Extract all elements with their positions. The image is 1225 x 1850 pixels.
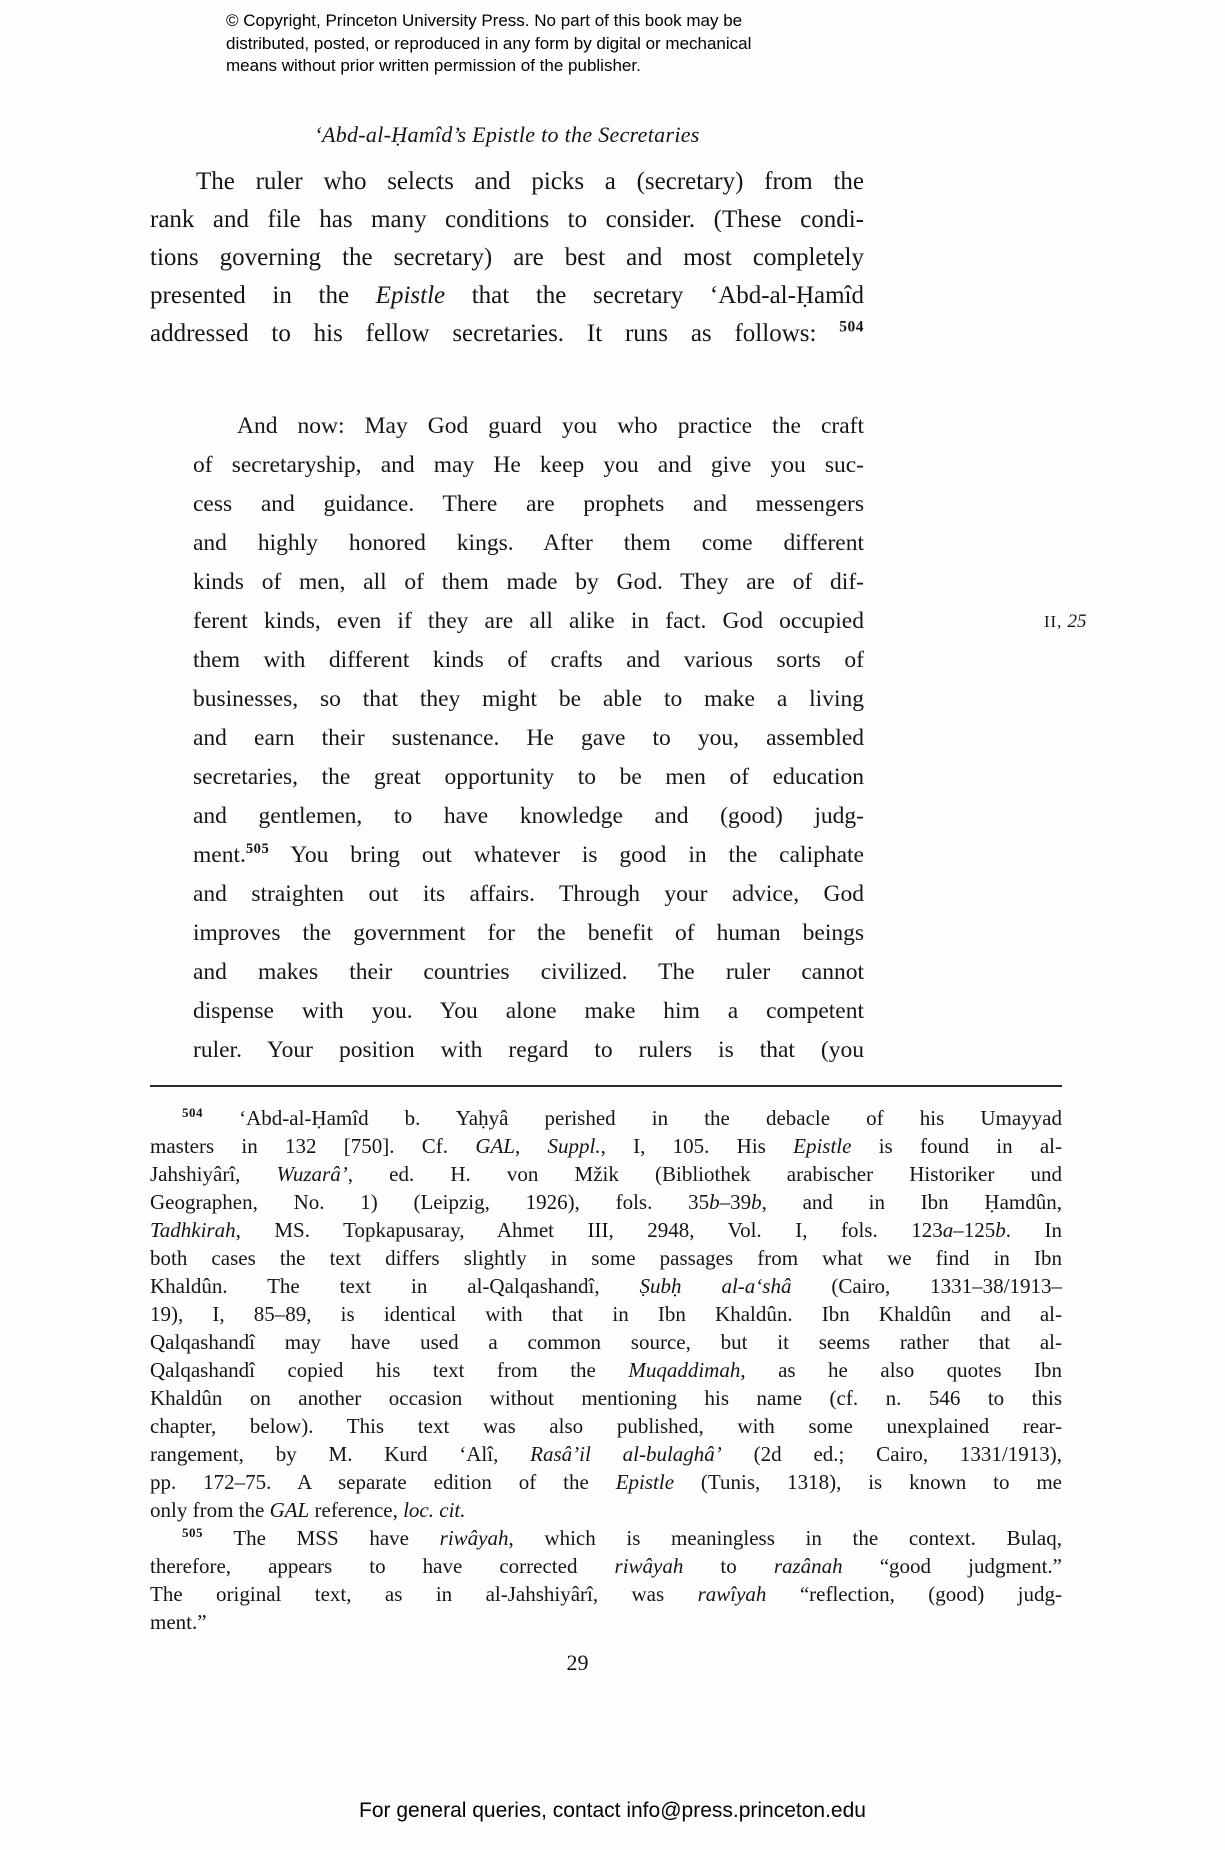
text-line: businesses, so that they might be able to make a living <box>193 686 864 712</box>
text-line: both cases the text differs slightly in some passages from what we find in Ibn <box>150 1246 1062 1270</box>
text-line: them with different kinds of crafts and various sorts of <box>193 647 864 673</box>
footnote-505 <box>150 1524 1062 1636</box>
text-line: pp. 172–75. A separate edition of the Epistle (Tunis, 1318), is known to me <box>150 1470 1062 1494</box>
footnotes-section <box>150 1104 1062 1636</box>
text-line: and highly honored kings. After them come different <box>193 530 864 556</box>
text-line: Jahshiyârî, Wuzarâ’, ed. H. von Mžik (Bibliothek arabischer Historiker und <box>150 1162 1062 1186</box>
text-line: rank and file has many conditions to consider. (These condi- <box>150 206 864 233</box>
text-line: dispense with you. You alone make him a competent <box>193 998 864 1024</box>
text-line: improves the government for the benefit of human beings <box>193 920 864 946</box>
text-line: kinds of men, all of them made by God. They are of dif- <box>193 569 864 595</box>
text-line: ment.” <box>150 1610 207 1634</box>
text-line: The original text, as in al-Jahshiyârî, was rawîyah “reflection, (good) judg- <box>150 1582 1062 1606</box>
text-line: of secretaryship, and may He keep you and give you suc- <box>193 452 864 478</box>
copyright-line: © Copyright, Princeton University Press. No part of this book may be <box>226 11 743 30</box>
text-line: ferent kinds, even if they are all alike in fact. God occupied <box>193 608 864 634</box>
text-line: presented in the Epistle that the secretary ‘Abd-al-Ḥamîd <box>150 282 864 309</box>
text-line: And now: May God guard you who practice the craft <box>237 413 864 439</box>
text-line: chapter, below). This text was also published, with some unexplained rear- <box>150 1414 1062 1438</box>
text-line: tions governing the secretary) are best and most completely <box>150 244 864 271</box>
text-line: and straighten out its affairs. Through your advice, God <box>193 881 864 907</box>
footnote-separator-rule <box>150 1085 1062 1087</box>
text-line: cess and guidance. There are prophets and messengers <box>193 491 864 517</box>
text-line: II, 25 <box>1044 611 1087 632</box>
text-line: secretaries, the great opportunity to be men of education <box>193 764 864 790</box>
text-line: and gentlemen, to have knowledge and (good) judg- <box>193 803 864 829</box>
margin-reference-note <box>1044 610 1164 634</box>
text-line: Qalqashandî copied his text from the Muqaddimah, as he also quotes Ibn <box>150 1358 1062 1382</box>
running-head: ‘Abd-al-Ḥamîd’s Epistle to the Secretaries <box>314 122 700 147</box>
text-line: Khaldûn. The text in al-Qalqashandî, Ṣubḥ al-a‘shâ (Cairo, 1331–38/1913– <box>150 1274 1062 1298</box>
text-line: masters in 132 [750]. Cf. GAL, Suppl., I, 105. His Epistle is found in al- <box>150 1134 1063 1158</box>
text-line: $^{504}$ ‘Abd-al-Ḥamîd b. Yaḥyâ perished in the debacle of his Umayyad <box>182 1105 1062 1130</box>
intro-paragraph <box>150 163 864 353</box>
epistle-block-quote <box>193 407 864 1070</box>
text-line: Geographen, No. 1) (Leipzig, 1926), fols. 35b–39b, and in Ibn Ḥamdûn, <box>150 1190 1062 1214</box>
text-line: and earn their sustenance. He gave to you, assembled <box>193 725 864 751</box>
text-line: rangement, by M. Kurd ‘Alî, Rasâ’il al-bulaghâ’ (2d ed.; Cairo, 1331/1913), <box>150 1442 1062 1466</box>
copyright-notice <box>226 10 846 78</box>
copyright-line: distributed, posted, or reproduced in any form by digital or mechanical <box>226 33 752 53</box>
text-line: 19), I, 85–89, is identical with that in Ibn Khaldûn. Ibn Khaldûn and al- <box>150 1302 1062 1326</box>
text-line: Qalqashandî may have used a common source, but it seems rather that al- <box>150 1330 1062 1354</box>
text-line: $^{505}$ The MSS have riwâyah, which is meaningless in the context. Bulaq, <box>182 1525 1062 1550</box>
footnote-504 <box>150 1104 1062 1524</box>
copyright-line: means without prior written permission of the publisher. <box>226 56 641 75</box>
text-line: ruler. Your position with regard to rulers is that (you <box>193 1037 864 1063</box>
text-line: ment.$^{505}$ You bring out whatever is good in the caliphate <box>193 841 864 868</box>
text-line: The ruler who selects and picks a (secretary) from the <box>196 168 864 195</box>
text-line: Tadhkirah, MS. Topkapusaray, Ahmet III, 2948, Vol. I, fols. 123a–125b. In <box>150 1218 1062 1242</box>
text-line: addressed to his fellow secretaries. It runs as follows: $^{504}$ <box>150 318 864 347</box>
footer-contact-text: For general queries, contact info@press.princeton.edu <box>359 1799 866 1822</box>
text-line: Khaldûn on another occasion without mentioning his name (cf. n. 546 to this <box>150 1386 1062 1410</box>
text-line: therefore, appears to have corrected riwâyah to razânah “good judgment.” <box>150 1554 1062 1578</box>
text-line: only from the GAL reference, loc. cit. <box>150 1498 466 1522</box>
page-number: 29 <box>566 1650 589 1675</box>
text-line: and makes their countries civilized. The ruler cannot <box>193 959 864 985</box>
